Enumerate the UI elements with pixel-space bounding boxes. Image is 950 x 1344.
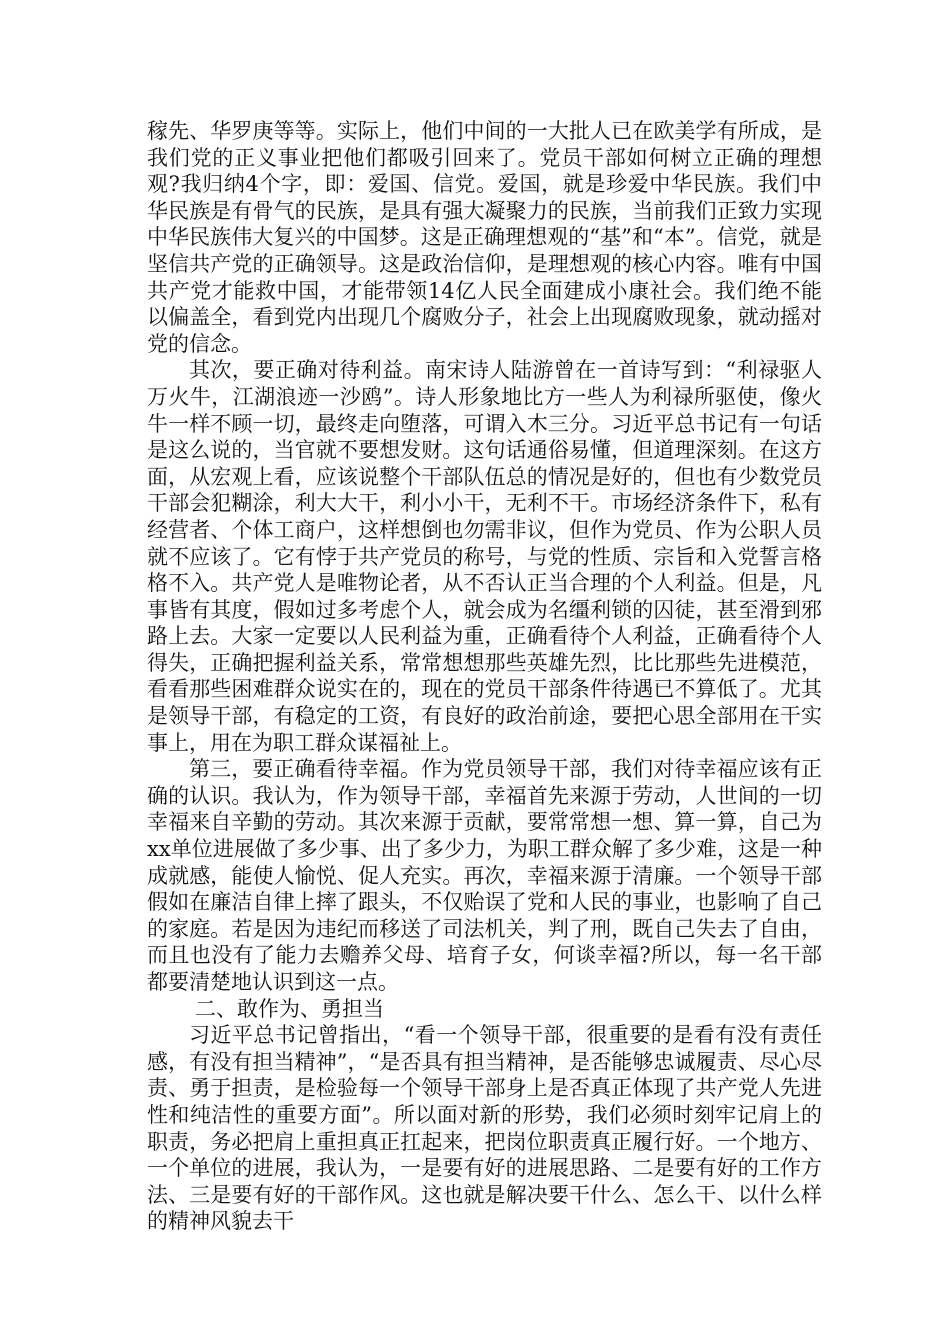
document-body xyxy=(147,118,822,1235)
paragraph-happiness: 第三，要正确看待幸福。作为党员领导干部，我们对待幸福应该有正确的认识。我认为，作为领导干部，幸福首先来源于劳动，人世间的一切幸福来自辛勤的劳动。其次来源于贡献，要常常想一想、算一算，自己为xx单位进展做了多少事、出了多少力，为职工群众解了多少难，这是一种成就感，能使人愉悦、促人充实。再次，幸福来源于清廉。一个领导干部假如在廉洁自律上摔了跟头，不仅贻误了党和人民的事业，也影响了自己的家庭。若是因为违纪而移送了司法机关，判了刑，既自己失去了自由，而且也没有了能力去赡养父母、培育子女，何谈幸福?所以，每一名干部都要清楚地认识到这一点。 xyxy=(147,757,822,994)
paragraph-responsibility: 习近平总书记曾指出，“看一个领导干部，很重要的是看有没有责任感，有没有担当精神”，“是否具有担当精神，是否能够忠诚履责、尽心尽责、勇于担责，是检验每一个领导干部身上是否真正体现了共产党人先进性和纯洁性的重要方面”。所以面对新的形势，我们必须时刻牢记肩上的职责，务必把肩上重担真正扛起来，把岗位职责真正履行好。一个地方、一个单位的进展，我认为，一是要有好的进展思路、二是要有好的工作方法、三是要有好的干部作风。这也就是解决要干什么、怎么干、以什么样的精神风貌去干 xyxy=(147,1023,822,1234)
paragraph-interest: 其次，要正确对待利益。南宋诗人陆游曾在一首诗写到：“利禄驱人万火牛，江湖浪迹一沙鸥”。诗人形象地比方一些人为利禄所驱使，像火牛一样不顾一切，最终走向堕落，可谓入木三分。习近平总书记有一句话是这么说的，当官就不要想发财。这句话通俗易懂，但道理深刻。在这方面，从宏观上看，应该说整个干部队伍总的情况是好的，但也有少数党员干部会犯糊涂，利大大干，利小小干，无利不干。市场经济条件下，私有经营者、个体工商户，这样想倒也勿需非议，但作为党员、作为公职人员就不应该了。它有悖于共产党员的称号，与党的性质、宗旨和入党誓言格格不入。共产党人是唯物论者，从不否认正当合理的个人利益。但是，凡事皆有其度，假如过多考虑个人，就会成为名缰利锁的囚徒，甚至滑到邪路上去。大家一定要以人民利益为重，正确看待个人利益，正确看待个人得失，正确把握利益关系，常常想想那些英雄先烈，比比那些先进模范，看看那些困难群众说实在的，现在的党员干部条件待遇已不算低了。尤其是领导干部，有稳定的工资，有良好的政治前途，要把心思全部用在干实事上，用在为职工群众谋福祉上。 xyxy=(147,358,822,755)
paragraph-continuation: 稼先、华罗庚等等。实际上，他们中间的一大批人已在欧美学有所成，是我们党的正义事业把他们都吸引回来了。党员干部如何树立正确的理想观?我归纳4个字，即：爱国、信党。爱国，就是珍爱中华民族。我们中华民族是有骨气的民族，是具有强大凝聚力的民族，当前我们正致力实现中华民族伟大复兴的中国梦。这是正确理想观的“基”和“本”。信党，就是坚信共产党的正确领导。这是政治信仰，是理想观的核心内容。唯有中国共产党才能救中国，才能带领14亿人民全面建成小康社会。我们绝不能以偏盖全，看到党内出现几个腐败分子，社会上出现腐败现象，就动摇对党的信念。 xyxy=(147,119,822,356)
section-heading: 二、敢作为、勇担当 xyxy=(195,996,384,1021)
